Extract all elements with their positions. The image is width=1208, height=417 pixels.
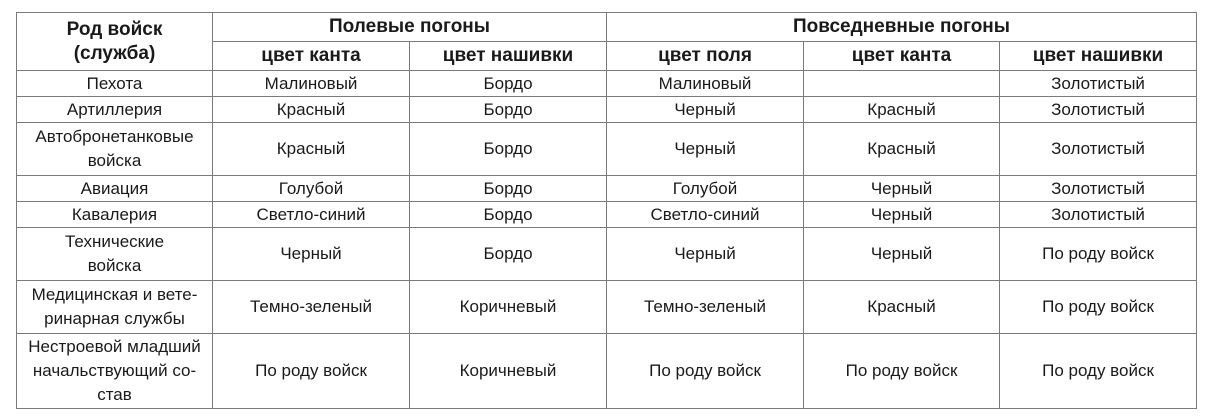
table-cell <box>804 71 1000 97</box>
table-row <box>17 202 1197 228</box>
header-branch: Род войск (служба) <box>17 13 213 71</box>
branch-cell: Медицинская и вете-ринарная службы <box>17 281 213 334</box>
table-cell: Светло-синий <box>213 202 410 228</box>
header-daily-field: цвет поля <box>607 42 804 71</box>
table-cell: Красный <box>804 281 1000 334</box>
table-cell: Красный <box>804 123 1000 176</box>
table-cell: Темно-зеленый <box>213 281 410 334</box>
table-cell: Голубой <box>607 176 804 202</box>
branch-cell: Технические войска <box>17 228 213 281</box>
table-cell: Бордо <box>410 71 607 97</box>
table-cell: Золотистый <box>1000 202 1197 228</box>
table-cell: Бордо <box>410 176 607 202</box>
table-cell: По роду войск <box>1000 281 1197 334</box>
table-cell: Коричневый <box>410 281 607 334</box>
table-cell: По роду войск <box>607 334 804 409</box>
table-cell: Малиновый <box>607 71 804 97</box>
table-cell: По роду войск <box>1000 228 1197 281</box>
table-row <box>17 71 1197 97</box>
table-cell: По роду войск <box>1000 334 1197 409</box>
table-cell: Бордо <box>410 97 607 123</box>
table-cell: По роду войск <box>213 334 410 409</box>
table-cell: Черный <box>213 228 410 281</box>
table-row <box>17 123 1197 176</box>
table-cell: Черный <box>607 97 804 123</box>
table-row <box>17 334 1197 409</box>
insignia-table <box>16 12 1197 409</box>
table-cell: Бордо <box>410 202 607 228</box>
table-cell: Бордо <box>410 123 607 176</box>
branch-cell: Нестроевой младший начальствующий со-став <box>17 334 213 409</box>
table-cell: По роду войск <box>804 334 1000 409</box>
table-cell: Малиновый <box>213 71 410 97</box>
header-daily-piping: цвет канта <box>804 42 1000 71</box>
table-cell: Темно-зеленый <box>607 281 804 334</box>
table-cell: Черный <box>804 176 1000 202</box>
table-cell: Красный <box>213 123 410 176</box>
table-row <box>17 281 1197 334</box>
branch-cell: Артиллерия <box>17 97 213 123</box>
table-cell: Золотистый <box>1000 123 1197 176</box>
header-field-patch: цвет нашивки <box>410 42 607 71</box>
header-daily-patch: цвет нашивки <box>1000 42 1197 71</box>
table-cell: Черный <box>607 228 804 281</box>
branch-cell: Авиация <box>17 176 213 202</box>
table-cell: Черный <box>607 123 804 176</box>
header-daily-group: Повседневные погоны <box>607 13 1197 42</box>
table-cell: Бордо <box>410 228 607 281</box>
table-row <box>17 97 1197 123</box>
branch-cell: Пехота <box>17 71 213 97</box>
table-cell: Черный <box>804 228 1000 281</box>
table-cell: Светло-синий <box>607 202 804 228</box>
table-cell: Красный <box>804 97 1000 123</box>
table-cell: Голубой <box>213 176 410 202</box>
branch-cell: Кавалерия <box>17 202 213 228</box>
table-row <box>17 176 1197 202</box>
header-field-group: Полевые погоны <box>213 13 607 42</box>
table-cell: Золотистый <box>1000 71 1197 97</box>
table-cell: Коричневый <box>410 334 607 409</box>
branch-cell: Автобронетанковые войска <box>17 123 213 176</box>
table-cell: Красный <box>213 97 410 123</box>
table-row <box>17 228 1197 281</box>
table-cell: Золотистый <box>1000 97 1197 123</box>
table-cell: Золотистый <box>1000 176 1197 202</box>
table-cell: Черный <box>804 202 1000 228</box>
header-field-piping: цвет канта <box>213 42 410 71</box>
